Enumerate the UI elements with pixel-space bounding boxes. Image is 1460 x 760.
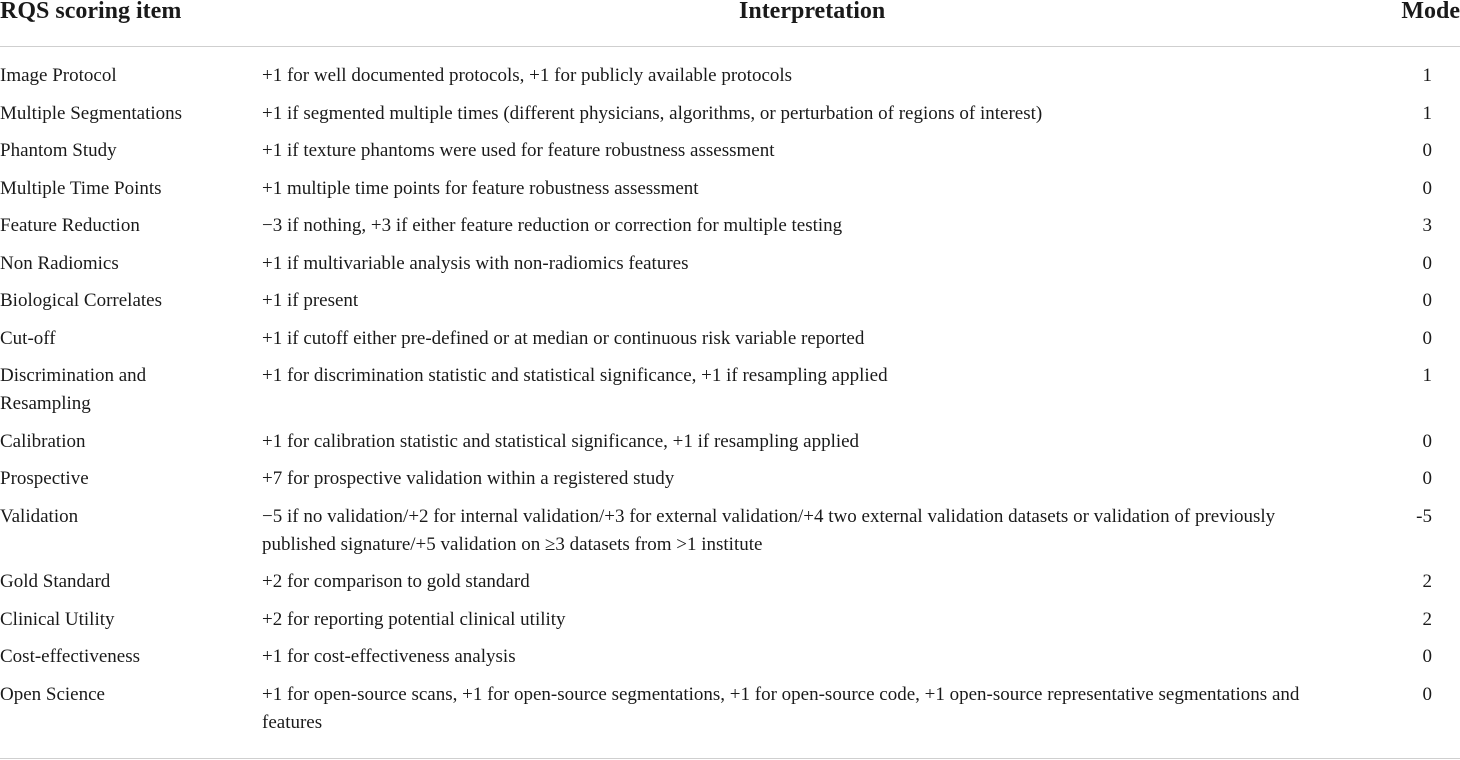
- table-row: [0, 358, 1460, 424]
- table-row: [0, 208, 1460, 246]
- row-mode: 1: [1422, 65, 1432, 86]
- row-item: Biological Correlates: [0, 290, 162, 311]
- table-row: [0, 171, 1460, 209]
- row-interpretation: +1 for discrimination statistic and statistical significance, +1 if resampling applied: [262, 365, 888, 386]
- row-item: Cost-effectiveness: [0, 646, 140, 667]
- row-mode: 0: [1422, 290, 1432, 311]
- table-row: [0, 639, 1460, 677]
- row-mode: 0: [1422, 430, 1432, 452]
- row-interpretation: +1 if present: [262, 290, 359, 311]
- row-item: Clinical Utility: [0, 608, 115, 630]
- row-item: Discrimination and Resampling: [0, 365, 147, 414]
- table-row: [0, 424, 1460, 462]
- row-mode: 0: [1422, 252, 1432, 274]
- row-item: Image Protocol: [0, 65, 117, 86]
- row-item: Calibration: [0, 430, 86, 452]
- table-row: [0, 564, 1460, 602]
- table-row: [0, 58, 1460, 96]
- row-mode: 0: [1422, 468, 1432, 489]
- row-mode: 1: [1422, 365, 1432, 386]
- row-mode: 0: [1422, 140, 1432, 161]
- row-item: Phantom Study: [0, 140, 117, 161]
- row-interpretation: +1 for open-source scans, +1 for open-source segmentations, +1 for open-source code, +1 open-source representative segmentations and features: [262, 683, 1300, 733]
- table-body: [0, 58, 1460, 742]
- row-interpretation: +1 for cost-effectiveness analysis: [262, 646, 516, 667]
- row-interpretation: +1 if cutoff either pre-defined or at median or continuous risk variable reported: [262, 327, 865, 349]
- row-interpretation: +1 if texture phantoms were used for feature robustness assessment: [262, 140, 775, 161]
- row-item: Open Science: [0, 683, 105, 705]
- row-interpretation: −3 if nothing, +3 if either feature reduction or correction for multiple testing: [262, 215, 843, 236]
- row-item: Prospective: [0, 468, 89, 489]
- header-mode: Mode: [1401, 0, 1460, 24]
- table-row: [0, 499, 1460, 565]
- row-item: Validation: [0, 505, 79, 527]
- table-row: [0, 246, 1460, 284]
- row-interpretation: +1 if segmented multiple times (different physicians, algorithms, or perturbation of regions of interest): [262, 102, 1043, 124]
- row-interpretation: +1 if multivariable analysis with non-radiomics features: [262, 252, 689, 274]
- row-mode: 0: [1422, 327, 1432, 349]
- row-interpretation: +2 for comparison to gold standard: [262, 571, 530, 592]
- header-interpretation: Interpretation: [739, 0, 886, 24]
- row-mode: 0: [1422, 646, 1432, 667]
- table-row: [0, 133, 1460, 171]
- row-mode: 0: [1422, 177, 1432, 199]
- row-interpretation: −5 if no validation/+2 for internal validation/+3 for external validation/+4 two external validation datasets or validation of previously published signature/+5 validation on ≥3 datasets from >1 institute: [262, 505, 1276, 555]
- table-row: [0, 677, 1460, 743]
- row-interpretation: +1 for calibration statistic and statistical significance, +1 if resampling applied: [262, 430, 860, 452]
- row-item: Non Radiomics: [0, 252, 119, 274]
- row-mode: 0: [1422, 683, 1432, 705]
- row-mode: 2: [1422, 571, 1432, 592]
- table-row: [0, 321, 1460, 359]
- table-row: [0, 461, 1460, 499]
- table-row: [0, 602, 1460, 640]
- table-header: [0, 0, 1460, 47]
- row-mode: 2: [1422, 608, 1432, 630]
- row-mode: 1: [1422, 102, 1432, 124]
- row-item: Gold Standard: [0, 571, 111, 592]
- row-item: Multiple Segmentations: [0, 102, 183, 124]
- row-interpretation: +1 multiple time points for feature robustness assessment: [262, 177, 699, 199]
- header-scoring-item: RQS scoring item: [0, 0, 182, 24]
- table-row: [0, 96, 1460, 134]
- row-mode: 3: [1422, 215, 1432, 236]
- row-interpretation: +2 for reporting potential clinical utility: [262, 608, 566, 630]
- row-item: Multiple Time Points: [0, 177, 162, 199]
- table-row: [0, 283, 1460, 321]
- row-item: Cut-off: [0, 327, 56, 349]
- bottom-divider: [0, 758, 1460, 759]
- row-mode: -5: [1416, 505, 1432, 527]
- row-interpretation: +7 for prospective validation within a registered study: [262, 468, 675, 489]
- row-item: Feature Reduction: [0, 215, 140, 236]
- row-interpretation: +1 for well documented protocols, +1 for publicly available protocols: [262, 65, 793, 86]
